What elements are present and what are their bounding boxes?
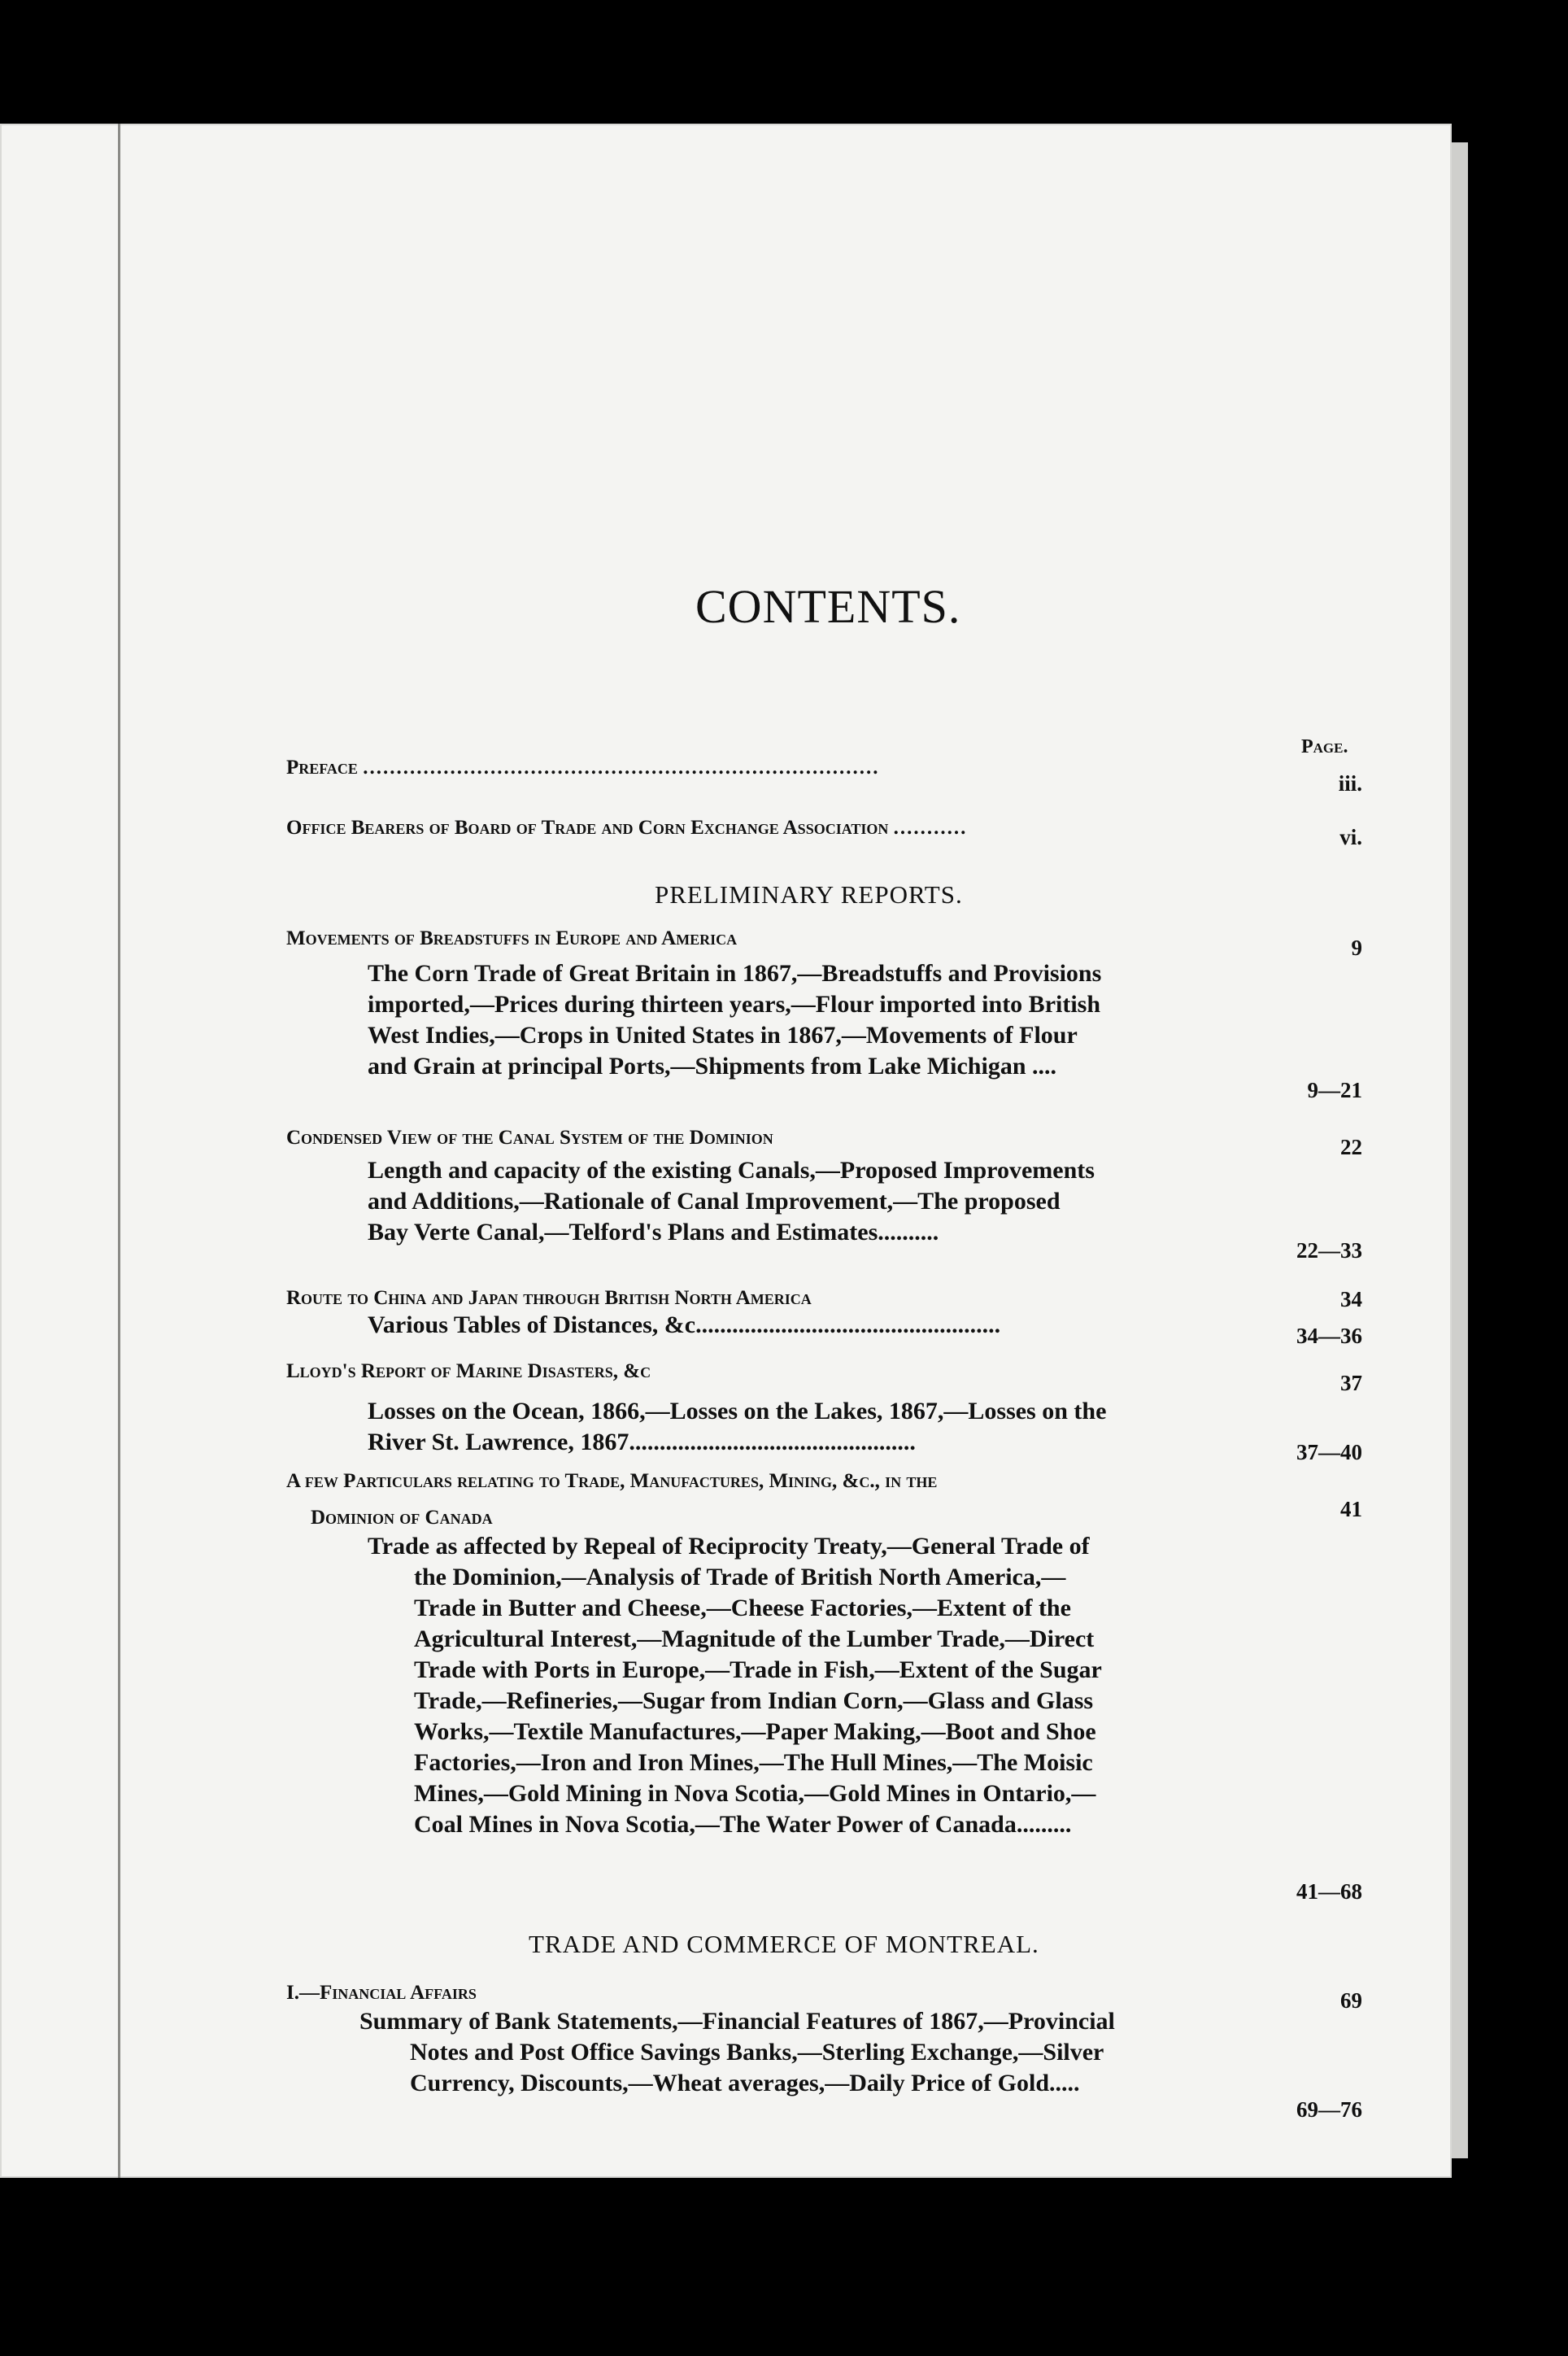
description-line: Bay Verte Canal,—Telford's Plans and Estimates.......... — [368, 1219, 939, 1246]
toc-page-number: 34 — [1340, 1287, 1362, 1311]
description-line: Mines,—Gold Mining in Nova Scotia,—Gold Mines in Ontario,— — [414, 1780, 1096, 1807]
description-line: Length and capacity of the existing Canals,—Proposed Improvements — [368, 1157, 1095, 1184]
section-heading: PRELIMINARY REPORTS. — [655, 880, 963, 909]
toc-entry: Movements of Breadstuffs in Europe and America — [286, 927, 738, 949]
description-line: Currency, Discounts,—Wheat averages,—Daily Price of Gold..... — [410, 2070, 1080, 2096]
description-line: West Indies,—Crops in United States in 1867,—Movements of Flour — [368, 1022, 1078, 1049]
toc-entry-description — [368, 958, 1262, 1082]
toc-entry: Route to China and Japan through British North America — [286, 1287, 812, 1309]
description-line: and Additions,—Rationale of Canal Improvement,—The proposed — [368, 1188, 1061, 1215]
leader-dots: ........... — [893, 817, 968, 839]
toc-entry-label: Office Bearers of Board of Trade and Corn Exchange Association — [286, 817, 889, 839]
description-line: Trade in Butter and Cheese,—Cheese Factories,—Extent of the — [414, 1595, 1071, 1621]
toc-page-number: iii. — [1338, 771, 1362, 796]
toc-entry: A few Particulars relating to Trade, Manufactures, Mining, &c., in the — [286, 1470, 938, 1492]
toc-page-range: 41—68 — [1296, 1879, 1362, 1904]
description-line: Notes and Post Office Savings Banks,—Sterling Exchange,—Silver — [410, 2039, 1104, 2066]
description-line: Agricultural Interest,—Magnitude of the Lumber Trade,—Direct — [414, 1625, 1095, 1652]
toc-entry: Lloyd's Report of Marine Disasters, &c — [286, 1360, 651, 1382]
description-line: The Corn Trade of Great Britain in 1867,—Breadstuffs and Provisions — [368, 960, 1102, 987]
toc-page-number: 69 — [1340, 1988, 1362, 2013]
description-line: and Grain at principal Ports,—Shipments from Lake Michigan .... — [368, 1053, 1057, 1080]
description-line: Losses on the Ocean, 1866,—Losses on the Lakes, 1867,—Losses on the — [368, 1398, 1107, 1425]
toc-entry-label: Preface — [286, 757, 358, 779]
toc-page-number: vi. — [1339, 825, 1362, 849]
toc-entry: Condensed View of the Canal System of the Dominion — [286, 1127, 773, 1149]
description-line: Factories,—Iron and Iron Mines,—The Hull Mines,—The Moisic — [414, 1749, 1093, 1776]
toc-page-number: 9 — [1351, 936, 1362, 960]
description-line: Trade as affected by Repeal of Reciprocity Treaty,—General Trade of — [368, 1533, 1090, 1560]
section-heading: TRADE AND COMMERCE OF MONTREAL. — [529, 1930, 1039, 1958]
toc-page-range: 34—36 — [1296, 1324, 1362, 1348]
description-line: Works,—Textile Manufactures,—Paper Making,—Boot and Shoe — [414, 1718, 1096, 1745]
description-line: the Dominion,—Analysis of Trade of British North America,— — [414, 1564, 1066, 1590]
toc-page-range: 69—76 — [1296, 2097, 1362, 2122]
toc-page-number: 41 — [1340, 1497, 1362, 1521]
toc-entry-preface — [286, 757, 1258, 779]
description-line: Trade,—Refineries,—Sugar from Indian Corn,—Glass and Glass — [414, 1687, 1094, 1714]
description-line: River St. Lawrence, 1867............................................... — [368, 1429, 916, 1455]
toc-page-number: 37 — [1340, 1371, 1362, 1395]
toc-entry-description — [359, 2006, 1254, 2099]
toc-entry-description — [368, 1310, 1262, 1341]
page-title: CONTENTS. — [695, 580, 961, 633]
description-line: Summary of Bank Statements,—Financial Features of 1867,—Provincial — [359, 2008, 1115, 2035]
leader-dots: ............................................................................. — [363, 757, 880, 779]
toc-entry-description — [368, 1396, 1262, 1458]
description-line: Trade with Ports in Europe,—Trade in Fish,—Extent of the Sugar — [414, 1656, 1102, 1683]
toc-entry-description — [368, 1155, 1262, 1248]
toc-page-range: 37—40 — [1296, 1440, 1362, 1464]
toc-page-range: 9—21 — [1307, 1078, 1362, 1102]
toc-entry: I.—Financial Affairs — [286, 1982, 477, 2004]
toc-entry-description — [368, 1531, 1262, 1840]
description-line: Various Tables of Distances, &c.................................................. — [368, 1311, 1001, 1338]
page-column-label: Page. — [1301, 736, 1348, 757]
description-line: imported,—Prices during thirteen years,—Flour imported into British — [368, 991, 1101, 1018]
description-line: Coal Mines in Nova Scotia,—The Water Power of Canada......... — [414, 1811, 1072, 1838]
toc-entry-continued: Dominion of Canada — [311, 1507, 493, 1529]
toc-page-number: 22 — [1340, 1135, 1362, 1159]
toc-entry-office-bearers — [286, 817, 1258, 840]
toc-page-range: 22—33 — [1296, 1238, 1362, 1263]
